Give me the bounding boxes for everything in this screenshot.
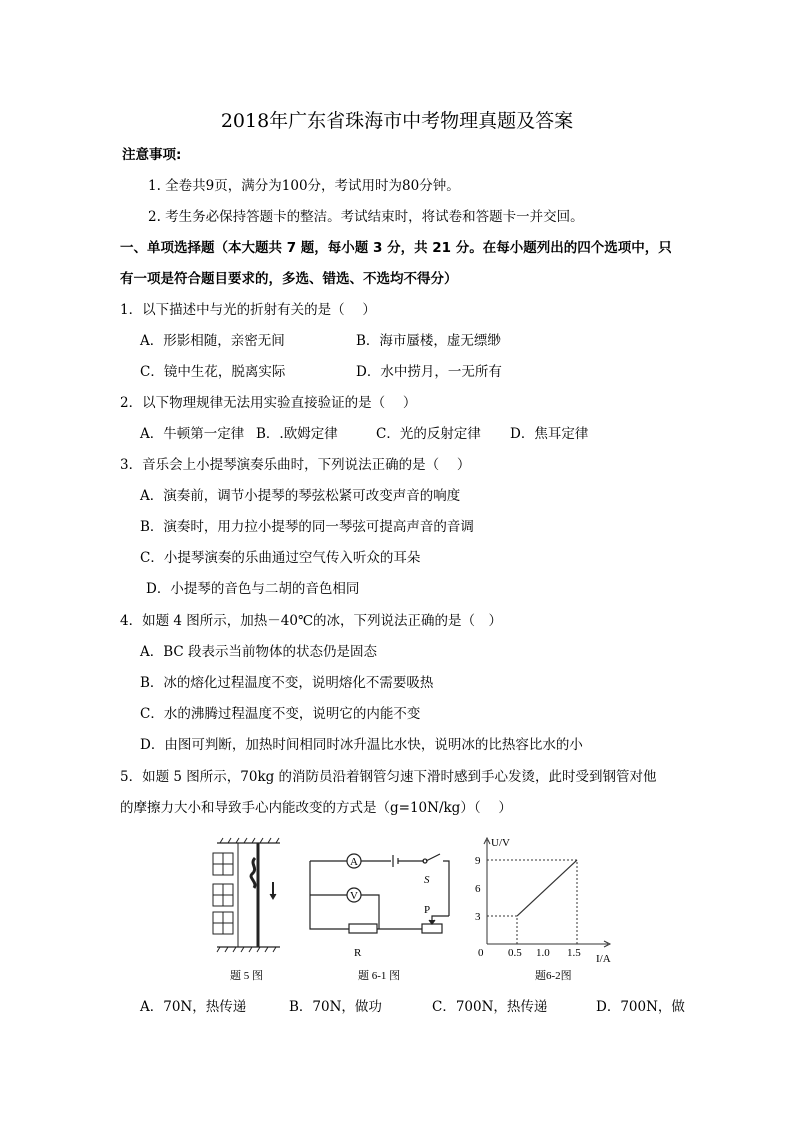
option: B．冰的熔化过程温度不变，说明熔化不需要吸热 xyxy=(140,675,434,691)
series-line xyxy=(517,860,577,916)
question-stem: 5．如题 5 图所示，70kg 的消防员沿着钢管匀速下滑时感到手心发烫，此时受到钢管对他 xyxy=(120,769,657,785)
resistor-label: R xyxy=(354,947,362,959)
switch-label: S xyxy=(424,874,430,886)
series-group xyxy=(487,860,577,944)
fig6-1-circuit-diagram xyxy=(310,854,449,933)
slider-label: P xyxy=(424,904,431,916)
fig6-1-caption: 题 6-1 图 xyxy=(358,970,401,982)
option: B．演奏时，用力拉小提琴的同一琴弦可提高声音的音调 xyxy=(140,519,474,535)
option: A．70N，热传递 xyxy=(140,999,247,1015)
option: D．700N，做 xyxy=(596,999,685,1015)
option: B．.欧姆定律 xyxy=(256,426,338,442)
section-heading: 一、单项选择题（本大题共 7 题，每小题 3 分，共 21 分。在每小题列出的四个选项中，只 xyxy=(120,240,672,256)
origin-label: 0 xyxy=(478,947,484,959)
notice-heading: 注意事项: xyxy=(122,147,182,163)
option: D．水中捞月，一无所有 xyxy=(356,364,502,380)
option: B．海市蜃楼，虚无缥缈 xyxy=(356,333,501,349)
fig5-firefighter-diagram xyxy=(213,838,280,952)
notice-item: 1. 全卷共9页，满分为100分，考试用时为80分钟。 xyxy=(148,178,460,194)
option: C．水的沸腾过程温度不变，说明它的内能不变 xyxy=(140,706,421,722)
question-stem: 2．以下物理规律无法用实验直接验证的是（ ） xyxy=(120,395,417,411)
page-title: 2018年广东省珠海市中考物理真题及答案 xyxy=(220,110,574,132)
fig6-2-graph xyxy=(484,838,610,947)
x-tick-label: 1.5 xyxy=(567,947,581,959)
ammeter-label: A xyxy=(350,856,358,868)
y-axis-label: U/V xyxy=(491,837,510,849)
question-stem: 3．音乐会上小提琴演奏乐曲时，下列说法正确的是（ ） xyxy=(120,457,471,473)
y-tick-label: 6 xyxy=(475,883,481,895)
x-tick-label: 0.5 xyxy=(508,947,522,959)
y-tick-label: 9 xyxy=(475,855,481,867)
option: D．小提琴的音色与二胡的音色相同 xyxy=(146,581,360,597)
option: A．牛顿第一定律 xyxy=(140,426,245,442)
fig5-caption: 题 5 图 xyxy=(230,970,263,982)
fig6-2-caption: 题6-2图 xyxy=(535,970,572,982)
option: C．镜中生花，脱离实际 xyxy=(140,364,286,380)
question-stem-cont: 的摩擦力大小和导致手心内能改变的方式是（g=10N/kg）（ ） xyxy=(120,800,512,816)
option: A．BC 段表示当前物体的状态仍是固态 xyxy=(140,644,378,660)
guide-line xyxy=(487,916,517,944)
notice-item: 2. 考生务必保持答题卡的整洁。考试结束时，将试卷和答题卡一并交回。 xyxy=(148,209,584,225)
y-tick-label: 3 xyxy=(475,911,481,923)
option: D．焦耳定律 xyxy=(510,426,589,442)
option: C．700N，热传递 xyxy=(432,999,548,1015)
option: B．70N，做功 xyxy=(289,999,382,1015)
question-stem: 4．如题 4 图所示，加热－40℃的冰，下列说法正确的是（ ） xyxy=(120,613,503,629)
x-axis-label: I/A xyxy=(596,953,611,965)
option: A．演奏前，调节小提琴的琴弦松紧可改变声音的响度 xyxy=(140,488,461,504)
option: C．光的反射定律 xyxy=(376,426,481,442)
option: C．小提琴演奏的乐曲通过空气传入听众的耳朵 xyxy=(140,550,421,566)
option: A．形影相随，亲密无间 xyxy=(140,333,285,349)
x-tick-label: 1.0 xyxy=(536,947,550,959)
section-heading-cont: 有一项是符合题目要求的，多选、错选、不选均不得分） xyxy=(120,271,458,287)
voltmeter-label: V xyxy=(350,890,358,902)
option: D．由图可判断，加热时间相同时冰升温比水快，说明冰的比热容比水的小 xyxy=(140,737,583,753)
question-stem: 1．以下描述中与光的折射有关的是（ ） xyxy=(120,302,376,318)
